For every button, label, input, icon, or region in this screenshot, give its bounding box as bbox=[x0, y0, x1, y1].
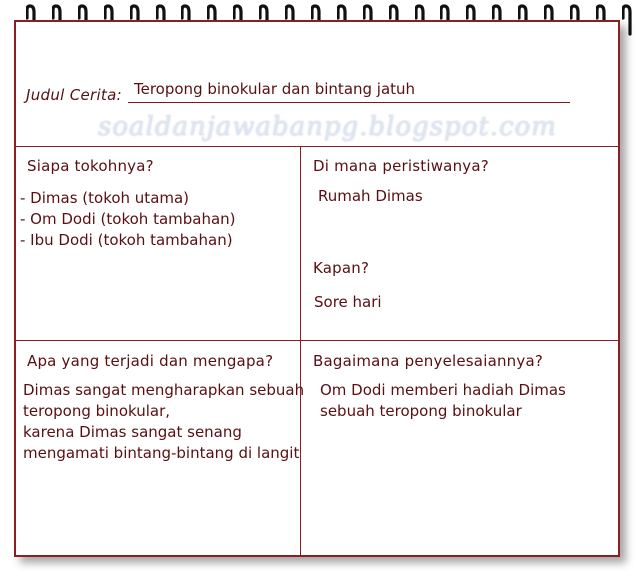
answer-when: Sore hari bbox=[314, 293, 382, 311]
title-underline bbox=[128, 102, 570, 103]
answer-who bbox=[20, 188, 236, 251]
answer-what bbox=[23, 380, 304, 464]
answer-line: - Dimas (tokoh utama) bbox=[20, 189, 190, 207]
grid-line-vertical bbox=[300, 146, 301, 557]
answer-line: Dimas sangat mengharapkan sebuah bbox=[23, 381, 305, 399]
question-what: Apa yang terjadi dan mengapa? bbox=[27, 352, 274, 370]
answer-line: Om Dodi memberi hadiah Dimas bbox=[320, 381, 566, 399]
answer-line: - Ibu Dodi (tokoh tambahan) bbox=[20, 231, 233, 249]
grid-line-middle bbox=[14, 340, 620, 341]
grid-line-top bbox=[14, 146, 620, 147]
answer-line: karena Dimas sangat senang bbox=[23, 423, 242, 441]
answer-line: teropong binokular, bbox=[23, 402, 171, 420]
title-label: Judul Cerita: bbox=[26, 86, 122, 104]
answer-where: Rumah Dimas bbox=[318, 187, 423, 205]
question-when: Kapan? bbox=[313, 259, 370, 277]
binding-ring-icon bbox=[622, 4, 632, 34]
answer-line: mengamati bintang-bintang di langit bbox=[23, 444, 300, 462]
title-value: Teropong binokular dan bintang jatuh bbox=[134, 80, 416, 98]
question-where: Di mana peristiwanya? bbox=[313, 157, 489, 175]
answer-line: - Om Dodi (tokoh tambahan) bbox=[20, 210, 236, 228]
watermark: soaldanjawabanpg.blogspot.com bbox=[98, 112, 557, 142]
question-who: Siapa tokohnya? bbox=[27, 157, 154, 175]
answer-resolution bbox=[320, 380, 566, 422]
question-resolution: Bagaimana penyelesaiannya? bbox=[313, 352, 544, 370]
answer-line: sebuah teropong binokular bbox=[320, 402, 522, 420]
